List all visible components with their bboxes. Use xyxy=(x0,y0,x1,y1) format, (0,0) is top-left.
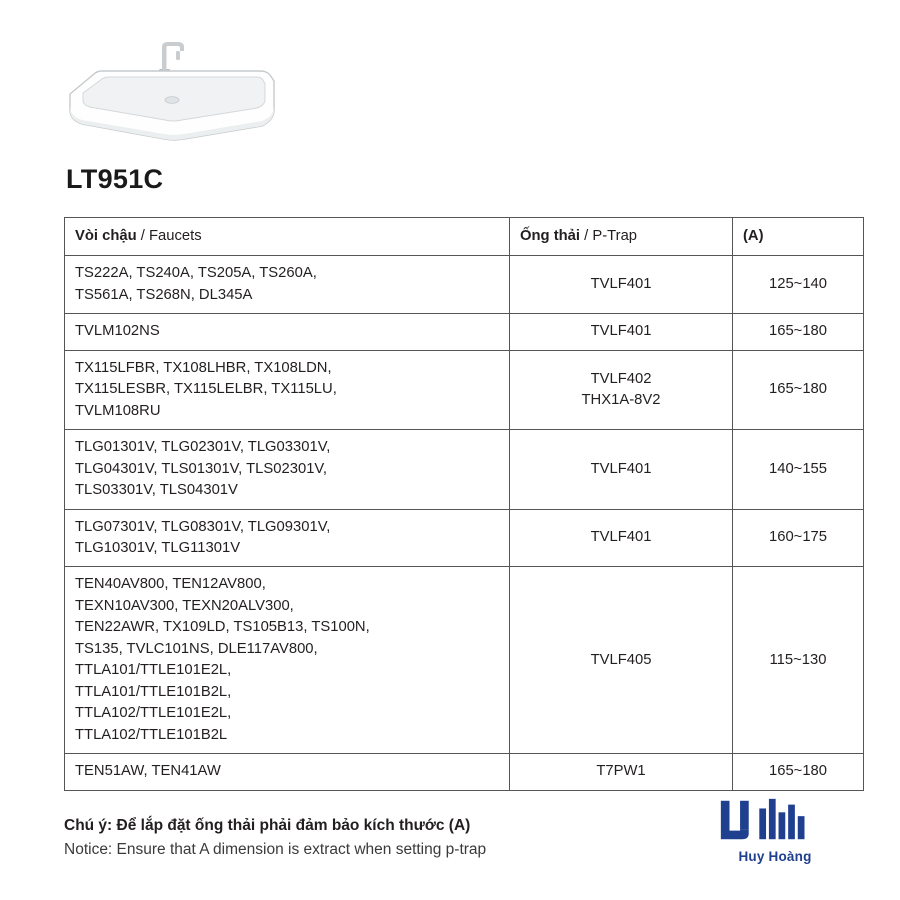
cell-ptrap-model xyxy=(510,754,733,790)
faucet-model-line: TLS03301V, TLS04301V xyxy=(75,482,238,499)
cell-faucet-models xyxy=(65,567,510,754)
notice-en: Notice: Ensure that A dimension is extract when setting p-trap xyxy=(64,840,487,858)
table-header-row xyxy=(65,218,864,256)
cell-ptrap-model xyxy=(510,430,733,509)
faucet-model-line: TLG07301V, TLG08301V, TLG09301V, xyxy=(75,518,331,535)
column-header-ptrap-vn: Ống thải xyxy=(520,228,581,244)
logo-text: Huy Hoàng xyxy=(738,849,812,864)
cell-faucet-models xyxy=(65,754,510,790)
cell-faucet-models xyxy=(65,509,510,567)
column-header-ptrap xyxy=(510,218,733,256)
cell-faucet-models xyxy=(65,256,510,314)
faucet-model-line: TEN51AW, TEN41AW xyxy=(75,763,221,780)
huy-hoang-logo-icon xyxy=(717,795,832,845)
washbasin-illustration xyxy=(64,38,279,146)
faucet-model-line: TLG01301V, TLG02301V, TLG03301V, xyxy=(75,439,331,456)
ptrap-model-line: TVLF405 xyxy=(590,651,652,668)
cell-dimension-a: 165~180 xyxy=(733,350,864,429)
faucet-model-line: TS222A, TS240A, TS205A, TS260A, xyxy=(75,265,317,282)
faucet-model-line: TX115LESBR, TX115LELBR, TX115LU, xyxy=(75,381,337,398)
cell-ptrap-model xyxy=(510,350,733,429)
product-image-area xyxy=(64,26,836,146)
faucet-icon xyxy=(159,42,184,73)
faucet-model-line: TVLM102NS xyxy=(75,323,160,340)
notice-vn: Chú ý: Để lắp đặt ống thải phải đảm bảo kích thước (A) xyxy=(64,816,471,834)
model-title: LT951C xyxy=(66,164,164,194)
faucet-model-line: TEXN10AV300, TEXN20ALV300, xyxy=(75,597,294,614)
table-row xyxy=(65,567,864,754)
column-header-ptrap-en: P-Trap xyxy=(592,228,638,244)
faucet-model-line: TTLA101/TTLE101B2L, xyxy=(75,683,232,700)
cell-ptrap-model xyxy=(510,509,733,567)
cell-ptrap-model xyxy=(510,256,733,314)
cell-faucet-models xyxy=(65,430,510,509)
ptrap-model-line: TVLF401 xyxy=(590,529,652,546)
cell-dimension-a: 140~155 xyxy=(733,430,864,509)
table-header xyxy=(65,218,864,256)
column-header-ptrap-sep: / xyxy=(580,228,593,244)
faucet-model-line: TTLA102/TTLE101E2L, xyxy=(75,705,232,722)
table-row xyxy=(65,430,864,509)
faucet-model-line: TLG04301V, TLS01301V, TLS02301V, xyxy=(75,460,328,477)
company-logo xyxy=(710,795,840,864)
faucet-model-line: TS561A, TS268N, DL345A xyxy=(75,286,253,303)
column-header-faucet-vn: Vòi chậu xyxy=(75,228,137,244)
column-header-dimension: (A) xyxy=(733,218,864,256)
ptrap-model-line: TVLF402 xyxy=(590,370,652,387)
ptrap-model-line: TVLF401 xyxy=(590,276,652,293)
table-body xyxy=(65,256,864,790)
ptrap-model-line: TVLF401 xyxy=(590,460,652,477)
ptrap-model-line: TVLF401 xyxy=(590,323,652,340)
faucet-ptrap-table xyxy=(64,217,864,791)
faucet-model-line: TS135, TVLC101NS, DLE117AV800, xyxy=(75,640,318,657)
cell-faucet-models xyxy=(65,314,510,350)
column-header-faucet-en: Faucets xyxy=(149,228,202,244)
cell-dimension-a: 165~180 xyxy=(733,754,864,790)
faucet-model-line: TTLA101/TTLE101E2L, xyxy=(75,662,232,679)
table-row xyxy=(65,314,864,350)
cell-dimension-a: 165~180 xyxy=(733,314,864,350)
faucet-model-line: TVLM108RU xyxy=(75,402,161,419)
faucet-model-line: TLG10301V, TLG11301V xyxy=(75,539,241,556)
faucet-model-line: TEN40AV800, TEN12AV800, xyxy=(75,576,266,593)
table-row xyxy=(65,754,864,790)
column-header-faucet xyxy=(65,218,510,256)
ptrap-model-line: T7PW1 xyxy=(596,763,646,780)
table-row xyxy=(65,509,864,567)
cell-dimension-a: 115~130 xyxy=(733,567,864,754)
table-row xyxy=(65,256,864,314)
cell-faucet-models xyxy=(65,350,510,429)
notice-block xyxy=(64,817,800,859)
cell-ptrap-model xyxy=(510,314,733,350)
faucet-model-line: TX115LFBR, TX108LHBR, TX108LDN, xyxy=(75,359,332,376)
column-header-faucet-sep: / xyxy=(136,228,150,244)
table-row xyxy=(65,350,864,429)
ptrap-model-line: THX1A-8V2 xyxy=(581,391,661,408)
cell-ptrap-model xyxy=(510,567,733,754)
cell-dimension-a: 160~175 xyxy=(733,509,864,567)
faucet-model-line: TTLA102/TTLE101B2L xyxy=(75,726,228,743)
cell-dimension-a: 125~140 xyxy=(733,256,864,314)
faucet-model-line: TEN22AWR, TX109LD, TS105B13, TS100N, xyxy=(75,619,370,636)
